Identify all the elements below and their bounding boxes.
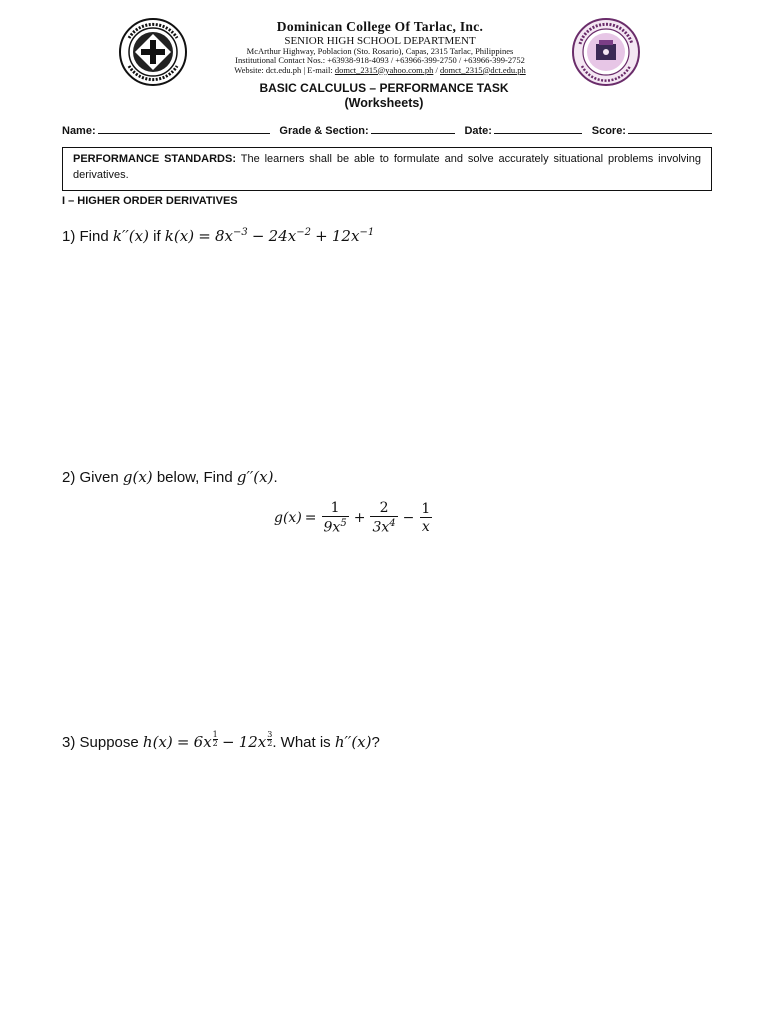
eq2-fraction-3 bbox=[419, 501, 432, 535]
frac2-den bbox=[370, 516, 397, 536]
problem-1-term2 bbox=[269, 227, 311, 245]
frac2-den-exp: 4 bbox=[389, 518, 396, 529]
problem-3-number: 3) bbox=[62, 734, 76, 751]
term2-exp: −2 bbox=[296, 227, 311, 238]
website-line bbox=[190, 66, 570, 75]
school-header bbox=[190, 20, 570, 75]
problem-3-term2 bbox=[238, 730, 273, 751]
school-name: Dominican College Of Tarlac, Inc. bbox=[276, 19, 484, 34]
problem-2-func: g(x) bbox=[122, 468, 153, 486]
problem-1-number: 1) bbox=[62, 228, 76, 245]
department-name: SENIOR HIGH SCHOOL DEPARTMENT bbox=[284, 34, 476, 47]
problem-1-term1 bbox=[215, 227, 248, 245]
frac3-num: 1 bbox=[421, 500, 431, 517]
problem-3-target: h′′(x) bbox=[334, 733, 372, 751]
date-field[interactable] bbox=[464, 123, 582, 137]
eq2-fraction-2 bbox=[370, 500, 397, 536]
grade-section-field[interactable] bbox=[279, 123, 454, 137]
problem-3-term1 bbox=[193, 730, 218, 751]
term1-coef: 8x bbox=[214, 227, 233, 245]
problem-3-lhs: h(x) bbox=[142, 733, 173, 751]
problem-1-lhs: k(x) bbox=[164, 227, 195, 245]
date-blank[interactable] bbox=[494, 123, 582, 134]
p3-term2-exp-den: 2 bbox=[267, 739, 273, 748]
title-line-1: BASIC CALCULUS – PERFORMANCE TASK bbox=[259, 81, 509, 95]
p3-term1-exp-num: 1 bbox=[212, 730, 218, 739]
grade-section-label: Grade & Section: bbox=[279, 125, 369, 137]
problem-2-given: Given bbox=[79, 469, 119, 486]
eq2-lhs: g(x) bbox=[274, 509, 302, 526]
name-label: Name: bbox=[62, 125, 96, 137]
school-address: McArthur Highway, Poblacion (Sto. Rosario), Capas, 2315 Tarlac, Philippines bbox=[246, 45, 514, 56]
p3-term2-exp-num: 3 bbox=[267, 730, 273, 739]
p3-term1-exp-den: 2 bbox=[212, 739, 218, 748]
problem-2-below-find: below, Find bbox=[156, 469, 233, 486]
name-field[interactable] bbox=[62, 123, 270, 137]
student-info-line bbox=[62, 123, 712, 137]
term2-coef: 24x bbox=[268, 227, 297, 245]
email-link-dct[interactable]: domct_2315@dct.edu.ph bbox=[440, 64, 526, 75]
problem-3-eq: = bbox=[176, 733, 190, 751]
problem-3 bbox=[62, 731, 380, 751]
standards-label: PERFORMANCE STANDARDS: bbox=[73, 153, 236, 165]
problem-1-op2: + bbox=[315, 227, 328, 245]
performance-standards-box bbox=[62, 147, 712, 191]
email-separator: / bbox=[433, 64, 440, 75]
frac1-den-coef: 9x bbox=[323, 519, 341, 536]
department-seal-icon bbox=[572, 18, 640, 86]
score-blank[interactable] bbox=[628, 123, 712, 134]
eq2-equals: = bbox=[304, 509, 317, 526]
contact-numbers: Institutional Contact Nos.: +63938-918-4093 / +63966-399-2750 / +63966-399-2752 bbox=[235, 55, 525, 66]
frac1-den-exp: 5 bbox=[340, 518, 347, 529]
problem-2-number: 2) bbox=[62, 469, 76, 486]
frac1-den bbox=[322, 516, 349, 536]
problem-1-target: k′′(x) bbox=[112, 227, 149, 245]
worksheet-title bbox=[0, 81, 768, 112]
problem-1-if: if bbox=[153, 228, 161, 245]
problem-3-qmark: ? bbox=[371, 734, 380, 751]
problem-2-target: g′′(x) bbox=[236, 468, 274, 486]
problem-1-find: Find bbox=[79, 228, 109, 245]
score-field[interactable] bbox=[592, 123, 712, 137]
term1-exp: −3 bbox=[233, 227, 248, 238]
standards-text: The learners shall be able to formulate and solve accurately situational problems involving derivatives. bbox=[73, 153, 701, 181]
problem-1-eq: = bbox=[198, 227, 211, 245]
eq2-fraction-1 bbox=[322, 500, 349, 536]
eq2-op2: − bbox=[402, 509, 415, 526]
frac1-num: 1 bbox=[330, 500, 340, 516]
term3-exp: −1 bbox=[359, 227, 375, 238]
score-label: Score: bbox=[591, 125, 626, 137]
frac3-den: x bbox=[421, 518, 430, 535]
name-blank[interactable] bbox=[98, 123, 270, 134]
title-line-2: (Worksheets) bbox=[344, 96, 424, 110]
problem-1 bbox=[62, 227, 374, 245]
problem-2-period: . bbox=[273, 469, 278, 486]
website-prefix: Website: dct.edu.ph | E-mail: bbox=[234, 64, 335, 75]
problem-3-question: . What is bbox=[272, 734, 331, 751]
p3-term2-coef: 12x bbox=[238, 733, 267, 751]
problem-3-op: − bbox=[221, 733, 235, 751]
p3-term1-exp bbox=[213, 731, 218, 748]
grade-section-blank[interactable] bbox=[371, 123, 455, 134]
date-label: Date: bbox=[464, 125, 492, 137]
problem-1-op1: − bbox=[251, 227, 265, 245]
problem-1-term3 bbox=[332, 227, 374, 245]
section-heading: I – HIGHER ORDER DERIVATIVES bbox=[62, 195, 238, 207]
eq2-op1: + bbox=[353, 509, 366, 526]
p3-term1-coef: 6x bbox=[193, 733, 212, 751]
frac2-den-coef: 3x bbox=[372, 519, 390, 536]
email-link-yahoo[interactable]: domct_2315@yahoo.com.ph bbox=[334, 64, 434, 75]
school-seal-icon bbox=[119, 18, 187, 86]
term3-coef: 12x bbox=[331, 227, 360, 245]
frac2-num: 2 bbox=[379, 500, 389, 516]
problem-2-equation bbox=[274, 500, 434, 536]
problem-3-suppose: Suppose bbox=[79, 734, 139, 751]
problem-2 bbox=[62, 468, 278, 486]
